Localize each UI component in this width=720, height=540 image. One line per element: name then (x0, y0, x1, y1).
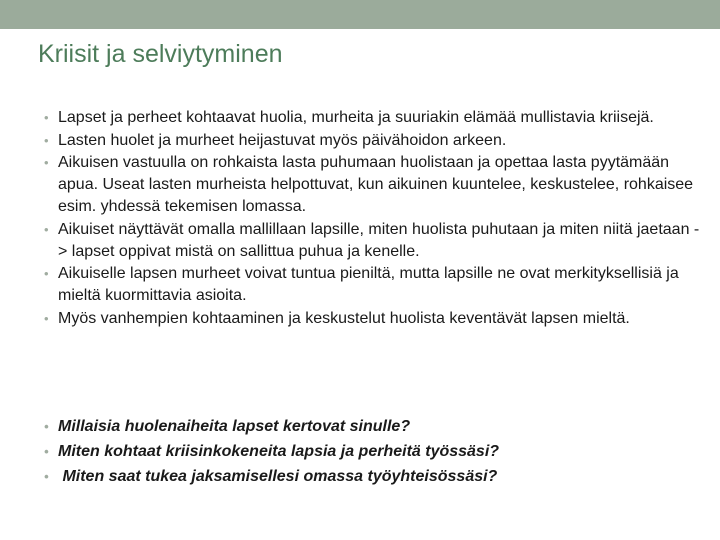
bullet-marker: • (44, 310, 49, 326)
bullet-marker: • (44, 266, 49, 281)
top-accent-bar (0, 0, 720, 29)
question-item (44, 466, 704, 488)
question-text: Millaisia huolenaiheita lapset kertovat sinulle? (58, 418, 411, 435)
bullet-marker: • (44, 110, 49, 125)
question-list (44, 416, 704, 491)
bullet-marker: • (44, 444, 49, 459)
bullet-text: Myös vanhempien kohtaaminen ja keskustelut huolista keventävät lapsen mieltä. (58, 309, 630, 327)
bullet-marker: • (44, 469, 49, 484)
bullet-marker: • (44, 155, 49, 170)
bullet-text: Aikuisen vastuulla on rohkaista lasta puhumaan huolistaan ja opettaa lasta pyytämään apua. Useat lasten murheista helpottuvat, kun aikuinen kuuntelee, keskustelee, rohkaisee esim. yhdessä tekemisen lomassa. (58, 154, 694, 215)
question-item (44, 416, 704, 438)
bullet-marker: • (44, 132, 49, 148)
bullet-item (44, 130, 704, 152)
bullet-item (44, 308, 704, 330)
bullet-text: Aikuiselle lapsen murheet voivat tuntua pieniltä, mutta lapsille ne ovat merkityksellisiä ja mieltä kuormittavia asioita. (58, 265, 679, 304)
bullet-text: Lasten huolet ja murheet heijastuvat myös päivähoidon arkeen. (58, 131, 507, 149)
question-text: Miten saat tukea jaksamisellesi omassa työyhteisössäsi? (58, 468, 498, 485)
question-item (44, 441, 704, 463)
bullet-item (44, 263, 704, 307)
bullet-item (44, 107, 704, 129)
bullet-text: Aikuiset näyttävät omalla mallillaan lapsille, miten huolista puhutaan ja miten niitä jaetaan -> lapset oppivat mistä on sallittua puhua ja kenelle. (58, 220, 700, 260)
bullet-item (44, 152, 704, 218)
slide-title: Kriisit ja selviytyminen (38, 40, 283, 68)
bullet-marker: • (44, 419, 49, 434)
bullet-text: Lapset ja perheet kohtaavat huolia, murheita ja suuriakin elämää mullistavia kriisejä. (58, 109, 654, 126)
bullet-list (44, 107, 704, 330)
question-text: Miten kohtaat kriisinkokeneita lapsia ja perheitä työssäsi? (58, 443, 500, 460)
bullet-marker: • (44, 221, 49, 237)
bullet-item (44, 219, 704, 263)
